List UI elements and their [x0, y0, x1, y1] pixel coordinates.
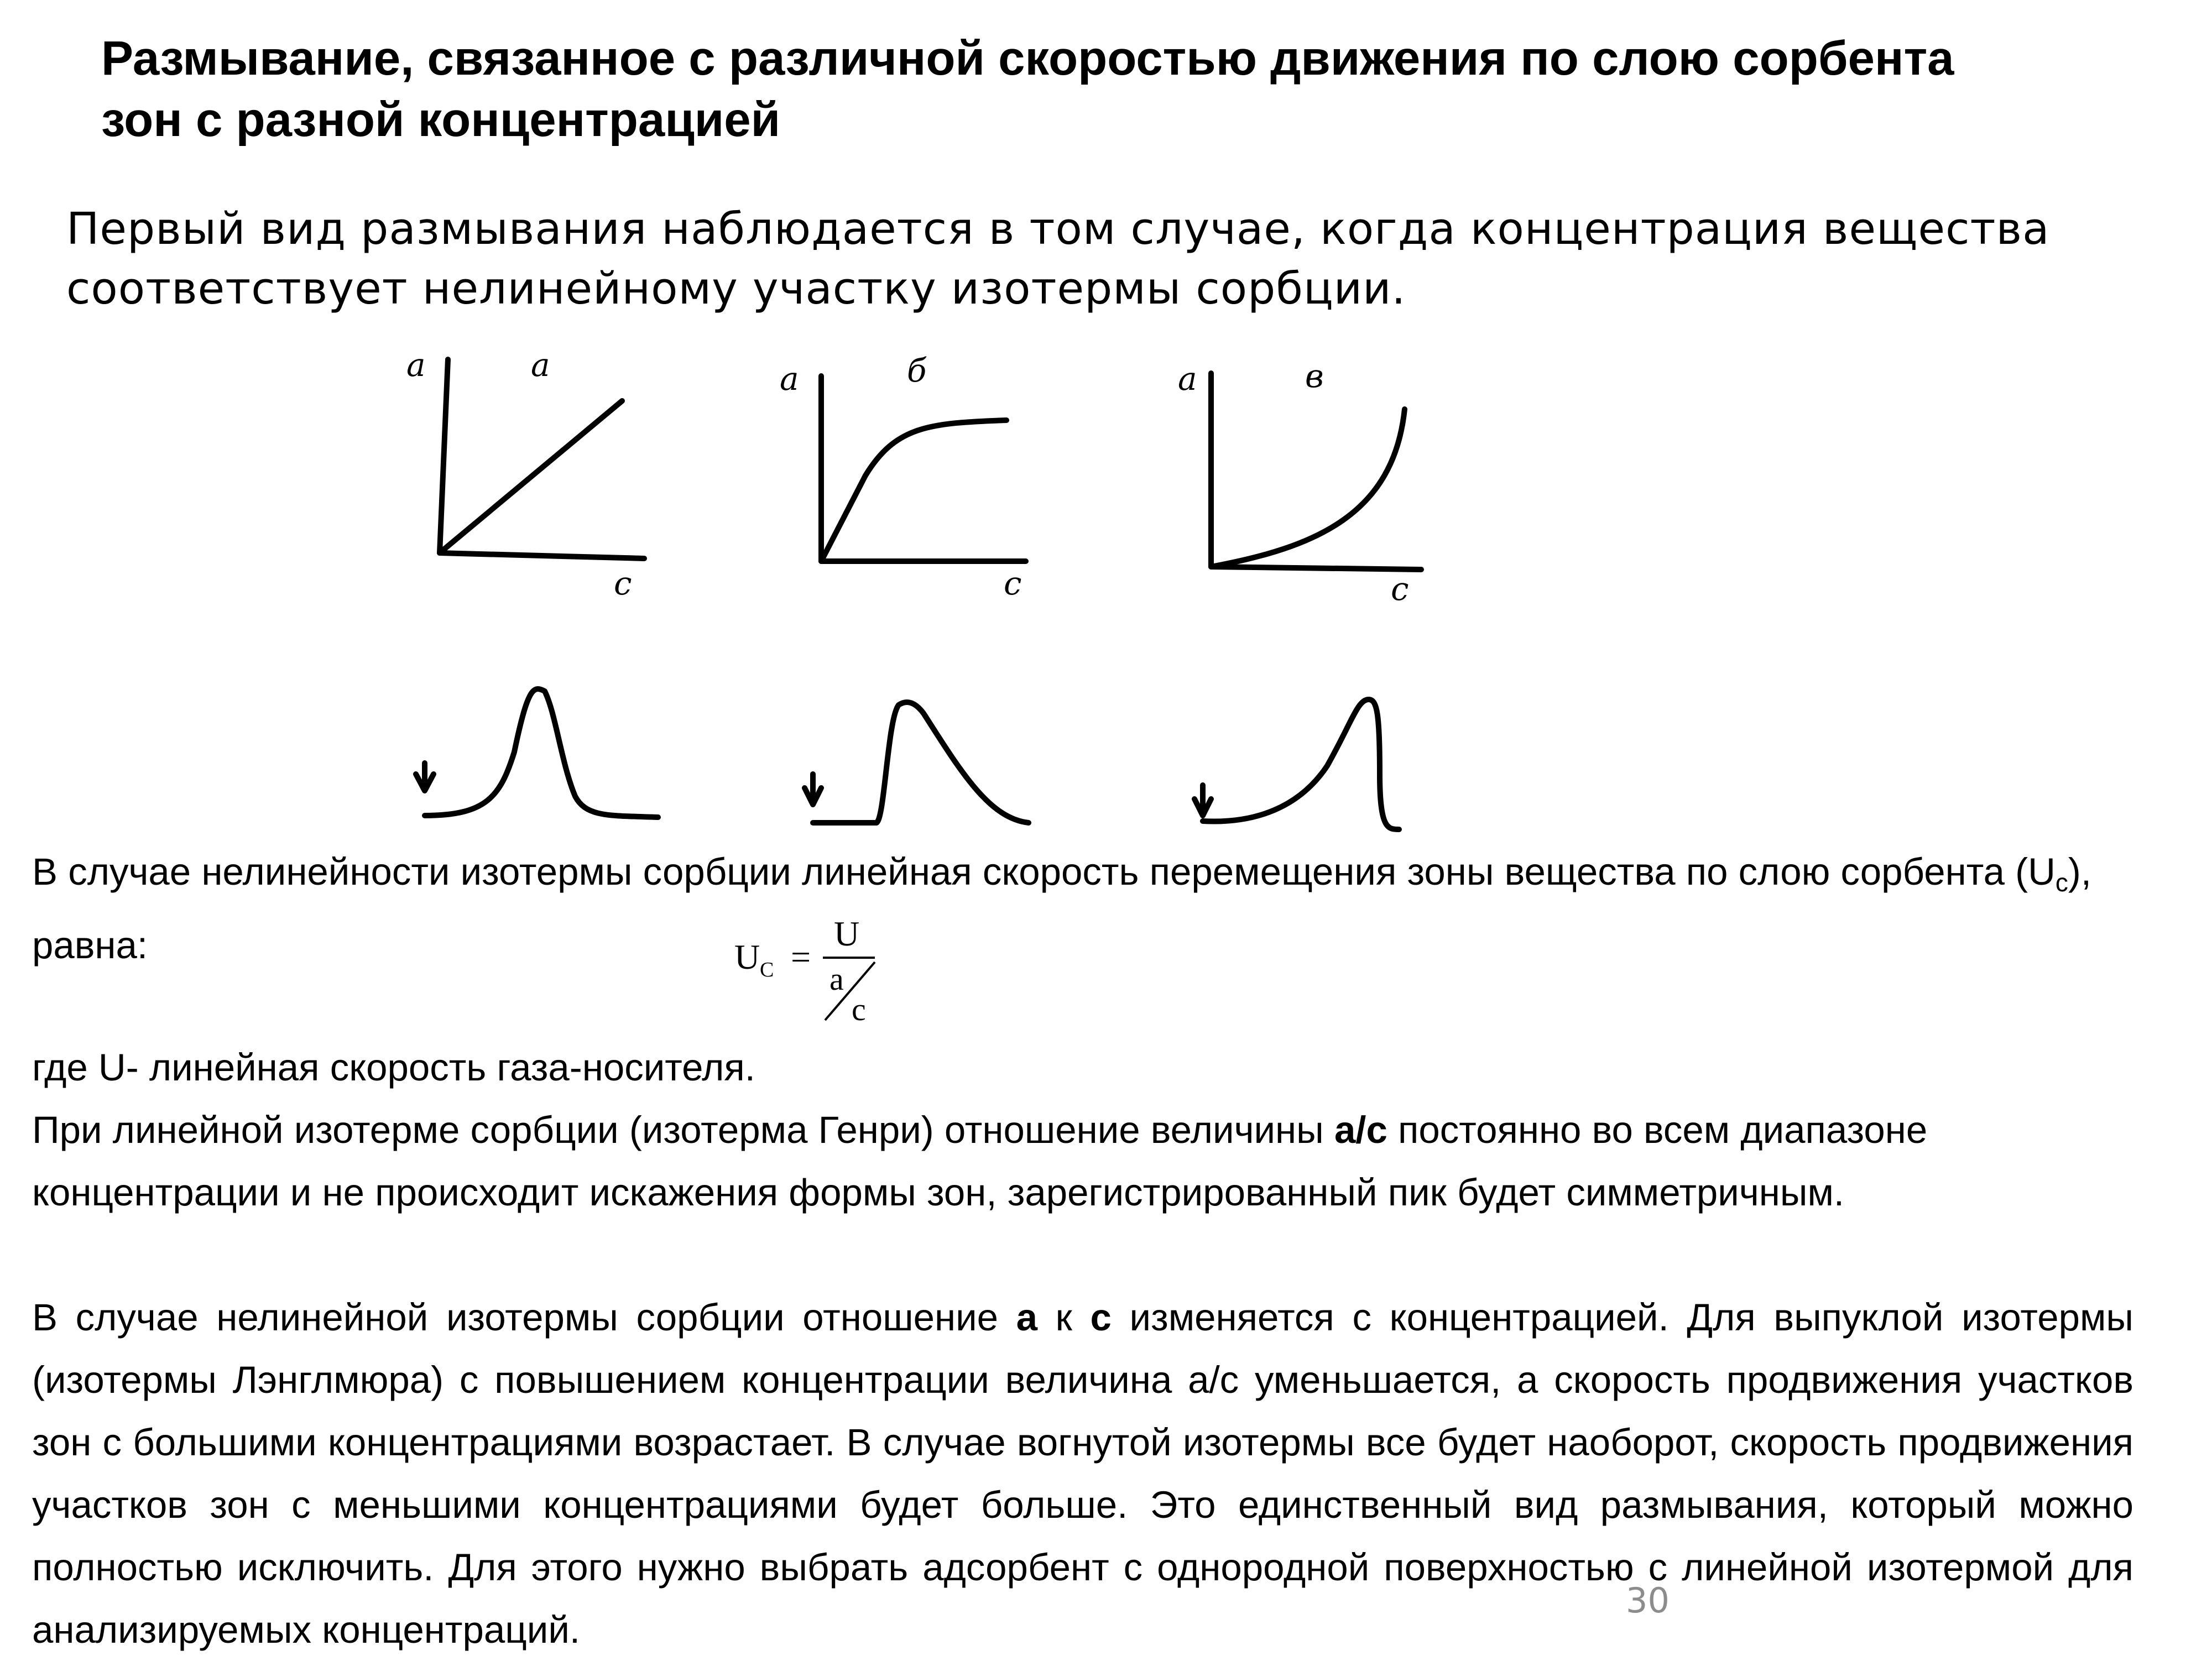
paragraph-carrier-gas: где U- линейная скорость газа-носителя.	[32, 1046, 755, 1089]
isotherm-label: б	[907, 352, 927, 389]
curve	[440, 401, 622, 553]
peak-tailing	[805, 702, 1029, 823]
peak-fronting	[1194, 699, 1399, 829]
velocity-formula	[730, 907, 907, 1028]
peak-curve	[813, 702, 1029, 823]
isotherm-linear	[406, 346, 644, 602]
isotherm-label: в	[1305, 357, 1324, 395]
formula-lhs-sub: C	[760, 958, 774, 981]
y-axis-label: a	[406, 346, 426, 384]
arrow	[1194, 785, 1211, 816]
x-axis-label: c	[1391, 570, 1409, 608]
page-number: 30	[1626, 1580, 1670, 1621]
peak-curve	[1203, 699, 1399, 829]
peak-curve	[425, 689, 658, 817]
intro-text: Первый вид размывания наблюдается в том случае, когда концентрация вещества соответствует нелинейному участку изотермы сорбции.	[66, 203, 2050, 314]
formula-lhs: U	[734, 937, 760, 976]
formula-numerator: U	[834, 914, 860, 953]
arrow	[416, 763, 434, 791]
formula-equals: =	[791, 937, 811, 976]
paragraph-nonlinear-isotherm: В случае нелинейной изотермы сорбции отношение а к с изменяется с концентрацией. Для выпуклой изотермы (изотермы Лэнглмюра) с повышением концентрации величина а/с уменьшается, а скорость продвижения участков зон с большими концентрациями возрастает. В случае вогнутой изотермы все будет наоборот, скорость продвижения участков зон с меньшими концентрациями будет больше. Это единственный вид размывания, который можно полностью исключить. Для этого нужно выбрать адсорбент с однородной поверхностью с линейной изотермой для анализируемых концентраций.	[32, 1296, 2133, 1651]
formula-denominator-a: a	[830, 961, 844, 997]
isotherm-convex	[780, 352, 1026, 602]
y-axis-label: a	[780, 360, 799, 398]
arrow	[805, 774, 821, 805]
paragraph-velocity: В случае нелинейности изотермы сорбции линейная скорость перемещения зоны вещества по слою сорбента $(U_c)$, равна:	[32, 850, 2092, 967]
curve	[1211, 409, 1405, 567]
x-axis-label: c	[614, 565, 632, 602]
x-axis-label: c	[1004, 565, 1022, 602]
peak-symmetric	[416, 689, 658, 817]
paragraph-linear-isotherm: При линейной изотерме сорбции (изотерма Генри) отношение величины а/с постоянно во всем диапазоне концентрации и не происходит искажения формы зон, зарегистрированный пик будет симметричным.	[32, 1109, 1928, 1214]
slide-title: Размывание, связанное с различной скоростью движения по слою сорбента зон с разной концентрацией	[101, 32, 1954, 147]
axes	[821, 376, 1026, 561]
isotherm-concave	[1178, 357, 1421, 608]
y-axis-label: a	[1178, 360, 1197, 398]
isotherm-label: а	[531, 346, 550, 384]
formula-denominator-c: c	[852, 991, 866, 1027]
curve	[821, 420, 1006, 561]
